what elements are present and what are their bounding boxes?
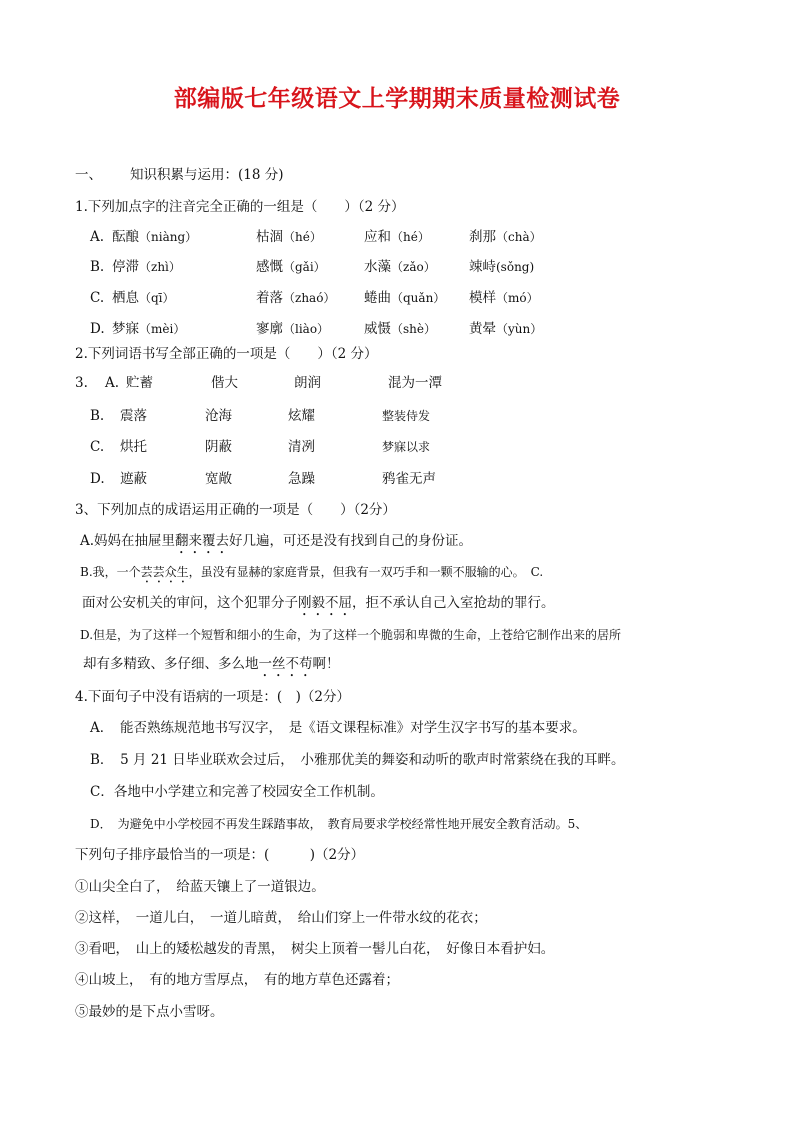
word-with-pinyin — [256, 320, 329, 338]
sentence-3: ③看吧， 山上的矮松越发的青黑， 树尖上顶着一髻儿白花， 好像日本看护妇。 — [75, 941, 555, 957]
word-with-pinyin — [112, 228, 197, 246]
word-with-pinyin — [112, 320, 185, 338]
word: 宽敞 — [205, 471, 232, 487]
option-label: C. — [90, 290, 105, 306]
pinyin: （qī） — [139, 291, 175, 305]
pinyin: （quǎn） — [391, 291, 446, 305]
word: 酝酿 — [112, 229, 139, 245]
pinyin: （niàng） — [139, 230, 198, 244]
word: 沧海 — [205, 408, 232, 424]
sentence-2: ②这样， 一道儿白， 一道儿暗黄， 给山们穿上一件带水纹的花衣； — [75, 910, 487, 926]
word: 刹那 — [469, 229, 496, 245]
pinyin: （liào） — [283, 322, 330, 336]
word: 清冽 — [288, 439, 315, 455]
question-4-option-d: D． 为避免中小学校园不再发生踩踏事故， 教育局要求学校经常性地开展安全教育活动。5、 — [90, 817, 588, 831]
pinyin: （yùn） — [496, 322, 543, 336]
pinyin: （zhaó） — [283, 291, 336, 305]
sentence-5: ⑤最妙的是下点小雪呀。 — [75, 1004, 224, 1020]
pinyin: （hé） — [283, 230, 322, 244]
question-3-option-b: B.我，一个芸芸众生，虽没有显赫的家庭背景，但我有一双巧手和一颗不服输的心。 C. — [80, 565, 544, 579]
question-4-option-a: A． 能否熟练规范地书写汉字， 是《语文课程标准》对学生汉字书写的基本要求。 — [90, 720, 586, 736]
question-4-stem: 4.下面句子中没有语病的一项是：( )（2分） — [75, 689, 351, 705]
word: 贮蓄 — [126, 375, 153, 391]
pinyin: （shè） — [391, 322, 436, 336]
word-with-pinyin — [364, 258, 436, 276]
question-4-option-b: B． 5 月 21 日毕业联欢会过后， 小雅那优美的舞姿和动听的歌声时常萦绕在我的耳畔。 — [90, 752, 625, 768]
page-title: 部编版七年级语文上学期期末质量检测试卷 — [173, 86, 621, 112]
question-4-option-c: C．各地中小学建立和完善了校园安全工作机制。 — [90, 784, 384, 800]
pinyin: (sǒng) — [496, 260, 535, 274]
word: 整装侍发 — [382, 409, 431, 423]
option-label: D. — [90, 471, 105, 487]
word-with-pinyin — [364, 320, 436, 338]
word: 模样 — [469, 290, 496, 306]
word: 栖息 — [112, 290, 139, 306]
word-with-pinyin — [112, 258, 181, 276]
word: 朗润 — [294, 375, 321, 391]
word: 烘托 — [120, 439, 147, 455]
sentence-4: ④山坡上， 有的地方雪厚点， 有的地方草色还露着； — [75, 972, 399, 988]
pinyin: （zǎo） — [391, 260, 436, 274]
question-3-option-a: A.妈妈在抽屉里翻来覆去好几遍，可还是没有找到自己的身份证。 — [80, 533, 473, 549]
word: 蜷曲 — [364, 290, 391, 306]
word: 威慑 — [364, 321, 391, 337]
word-with-pinyin — [364, 228, 430, 246]
pinyin: （hé） — [391, 230, 430, 244]
word-with-pinyin — [469, 228, 542, 246]
word: 炫耀 — [288, 408, 315, 424]
word-with-pinyin — [256, 228, 322, 246]
question-3-option-c: 面对公安机关的审问，这个犯罪分子刚毅不屈，拒不承认自己入室抢劫的罪行。 — [82, 595, 555, 611]
word-with-pinyin — [112, 289, 175, 307]
word: 水藻 — [364, 259, 391, 275]
word: 寥廓 — [256, 321, 283, 337]
word-with-pinyin — [469, 320, 542, 338]
option-label: B. — [90, 259, 105, 275]
word: 遮蔽 — [120, 471, 147, 487]
word: 黄晕 — [469, 321, 496, 337]
option-label: D. — [90, 321, 105, 337]
word: 梦寐 — [112, 321, 139, 337]
pinyin: （mèi） — [139, 322, 186, 336]
pinyin: （gǎi） — [283, 260, 326, 274]
word: 阴蔽 — [205, 439, 232, 455]
word: 急躁 — [288, 471, 315, 487]
word: 震落 — [120, 408, 147, 424]
word: 鸦雀无声 — [382, 471, 436, 487]
word: 停滞 — [112, 259, 139, 275]
question-number: 3. — [75, 375, 88, 391]
word: 混为一潭 — [388, 375, 442, 391]
option-label: A. — [90, 229, 105, 245]
question-3-stem: 3、下列加点的成语运用正确的一项是（ ）（2分） — [75, 502, 396, 518]
pinyin: （chà） — [496, 230, 542, 244]
pinyin: （zhì） — [139, 260, 181, 274]
word: 着落 — [256, 290, 283, 306]
option-label: B. — [90, 408, 105, 424]
word-with-pinyin — [469, 258, 534, 276]
word: 竦峙 — [469, 259, 496, 275]
word: 感慨 — [256, 259, 283, 275]
pinyin: （mó） — [496, 291, 539, 305]
question-3-option-d-line2: 却有多精致、多仔细、多么地一丝不苟啊！ — [83, 656, 340, 672]
question-2-stem: 2.下列词语书写全部正确的一项是（ ）（2 分） — [75, 346, 378, 362]
word: 偕大 — [211, 375, 238, 391]
option-label: A. — [105, 375, 120, 391]
word: 梦寐以求 — [382, 440, 431, 454]
word-with-pinyin — [256, 289, 335, 307]
sentence-1: ①山尖全白了， 给蓝天镶上了一道银边。 — [75, 879, 325, 895]
word-with-pinyin — [364, 289, 445, 307]
question-5-stem: 下列句子排序最恰当的一项是：( )（2分） — [75, 847, 365, 863]
word-with-pinyin — [256, 258, 326, 276]
section-number: 一、 — [75, 167, 102, 183]
section-label: 知识积累与运用：(18 分) — [130, 167, 284, 183]
option-label: C. — [90, 439, 105, 455]
question-1-stem: 1.下列加点字的注音完全正确的一组是（ ）（2 分） — [75, 199, 405, 215]
question-3-option-d-line1: D.但是，为了这样一个短暂和细小的生命，为了这样一个脆弱和卑微的生命，上苍给它制作出来的居所 — [80, 628, 622, 642]
word-with-pinyin — [469, 289, 539, 307]
word: 枯涸 — [256, 229, 283, 245]
word: 应和 — [364, 229, 391, 245]
